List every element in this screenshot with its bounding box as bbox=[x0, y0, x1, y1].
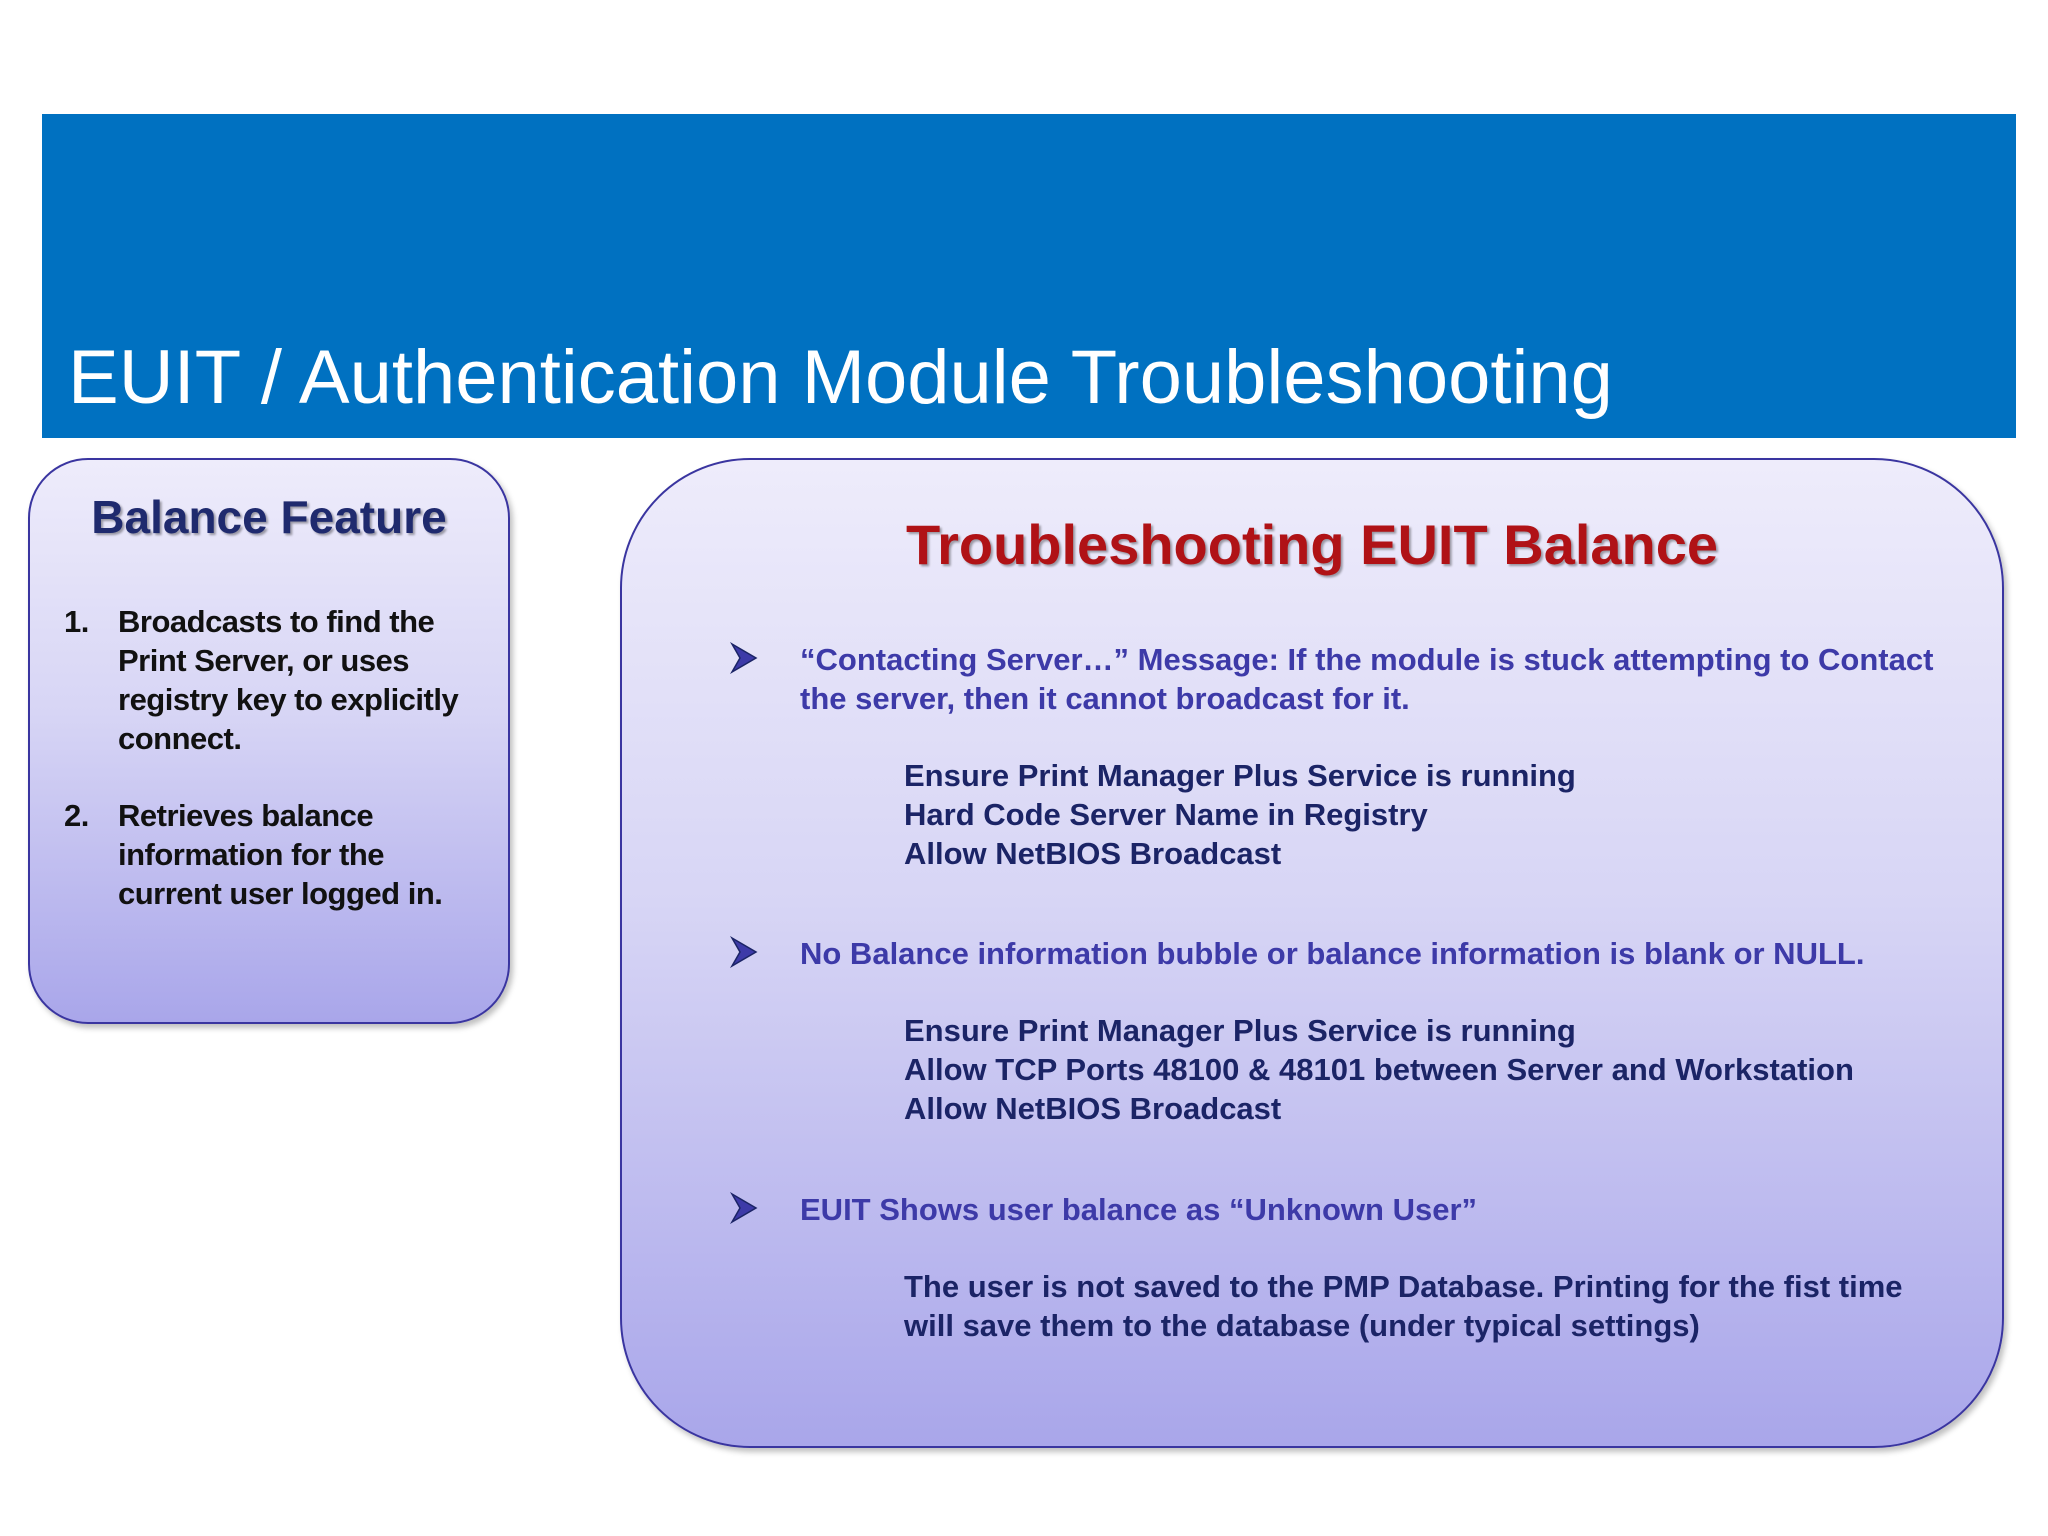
issue-text: No Balance information bubble or balance information is blank or NULL. bbox=[800, 936, 1865, 971]
issue-text: EUIT Shows user balance as “Unknown User” bbox=[800, 1192, 1478, 1227]
issue-note: The user is not saved to the PMP Database. Printing for the fist time will save them to the database (under typical settings) bbox=[904, 1269, 1903, 1343]
title-bar bbox=[42, 114, 2016, 438]
step-item: Allow NetBIOS Broadcast bbox=[904, 836, 1282, 871]
slide-title: EUIT / Authentication Module Troubleshooting bbox=[68, 335, 1613, 420]
step-item: Ensure Print Manager Plus Service is running bbox=[904, 1013, 1576, 1048]
issue-steps bbox=[904, 756, 1970, 873]
arrowhead-bullet-icon bbox=[730, 1192, 758, 1224]
step-item: Hard Code Server Name in Registry bbox=[904, 797, 1428, 832]
list-item-text: Retrieves balance information for the current user logged in. bbox=[118, 798, 443, 911]
issue-steps bbox=[904, 1011, 1970, 1128]
list-item-number: 2. bbox=[64, 798, 89, 833]
troubleshooting-heading: Troubleshooting EUIT Balance bbox=[905, 513, 1719, 576]
step-item: Allow TCP Ports 48100 & 48101 between Server and Workstation bbox=[904, 1052, 1854, 1087]
list-item-text: Broadcasts to find the Print Server, or uses registry key to explicitly connect. bbox=[118, 604, 459, 756]
issue-text: “Contacting Server…” Message: If the module is stuck attempting to Contact the server, then it cannot broadcast for it. bbox=[800, 642, 1934, 716]
list-item-number: 1. bbox=[64, 604, 89, 639]
step-item: Allow NetBIOS Broadcast bbox=[904, 1091, 1282, 1126]
list-item bbox=[64, 602, 484, 758]
arrowhead-bullet-icon bbox=[730, 936, 758, 968]
arrowhead-bullet-icon bbox=[730, 642, 758, 674]
issue-contacting-server bbox=[730, 640, 1970, 873]
issue-unknown-user bbox=[730, 1190, 1970, 1345]
issue-no-balance bbox=[730, 934, 1970, 1128]
balance-feature-box bbox=[28, 458, 510, 1024]
balance-feature-heading: Balance Feature bbox=[91, 491, 447, 543]
list-item bbox=[64, 796, 484, 913]
troubleshooting-box bbox=[620, 458, 2004, 1448]
balance-feature-list bbox=[64, 602, 484, 951]
step-item: Ensure Print Manager Plus Service is running bbox=[904, 758, 1576, 793]
